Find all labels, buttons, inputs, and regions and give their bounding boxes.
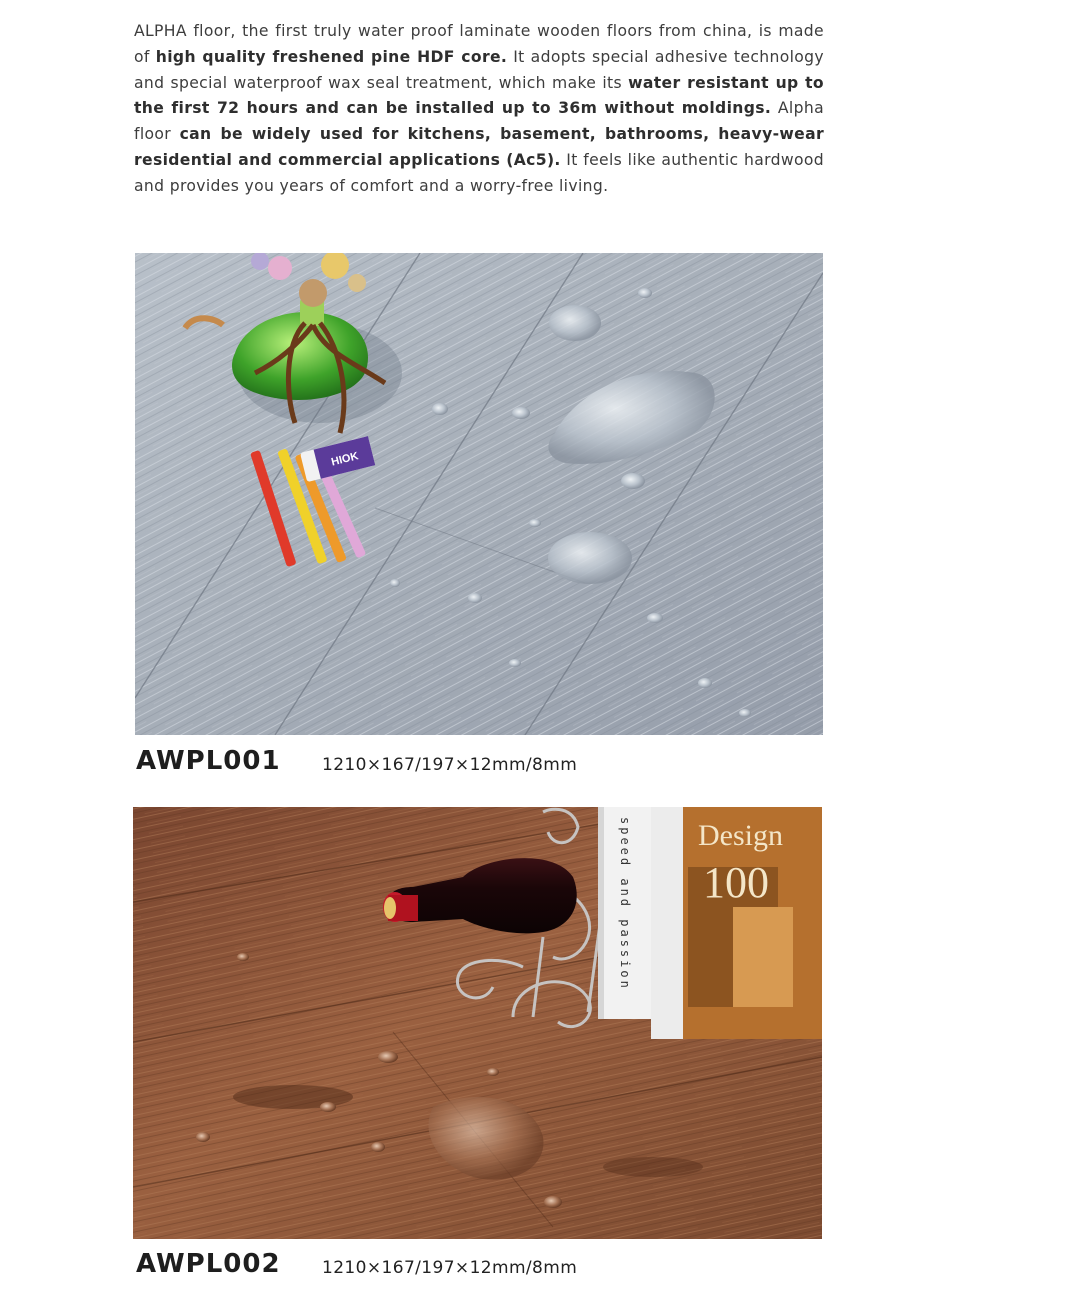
brown-floor-image xyxy=(133,807,822,1239)
product-spec-awpl002: 1210×167/197×12mm/8mm xyxy=(322,1258,578,1278)
intro-bold-1: high quality freshened pine HDF core. xyxy=(155,47,508,66)
product-code-awpl002: AWPL002 xyxy=(136,1249,281,1279)
book-number: 100 xyxy=(703,858,769,907)
book-speed-and-passion xyxy=(598,807,652,1019)
intro-text-1: ALPHA floor, the first truly water proof laminate wooden floors from china, is made of xyxy=(134,22,824,66)
intro-paragraph xyxy=(134,19,824,200)
book-spine-text: speed and passion xyxy=(618,817,632,991)
intro-bold-2: water resistant up to the first 72 hours and can be installed up to 36m without moldings. xyxy=(134,73,824,118)
book-title: Design xyxy=(698,819,783,852)
product-photo-awpl002 xyxy=(133,807,822,1239)
intro-text-3: Alpha floor xyxy=(134,99,824,144)
product-photo-awpl001 xyxy=(135,253,823,735)
intro-text-4: It feels like authentic hardwood and provides you years of comfort and a worry-free living. xyxy=(134,150,825,195)
grey-floor-image xyxy=(135,253,823,735)
intro-bold-3: can be widely used for kitchens, basement, bathrooms, heavy-wear residential and commercial applications (Ac5). xyxy=(134,125,825,169)
eraser-brand: HIOK xyxy=(330,450,360,469)
intro-text-2: It adopts special adhesive technology and special waterproof wax seal treatment, which make its xyxy=(134,47,824,92)
product-code-awpl001: AWPL001 xyxy=(136,746,281,776)
product-spec-awpl001: 1210×167/197×12mm/8mm xyxy=(322,755,578,775)
book-design-100 xyxy=(651,807,822,1039)
